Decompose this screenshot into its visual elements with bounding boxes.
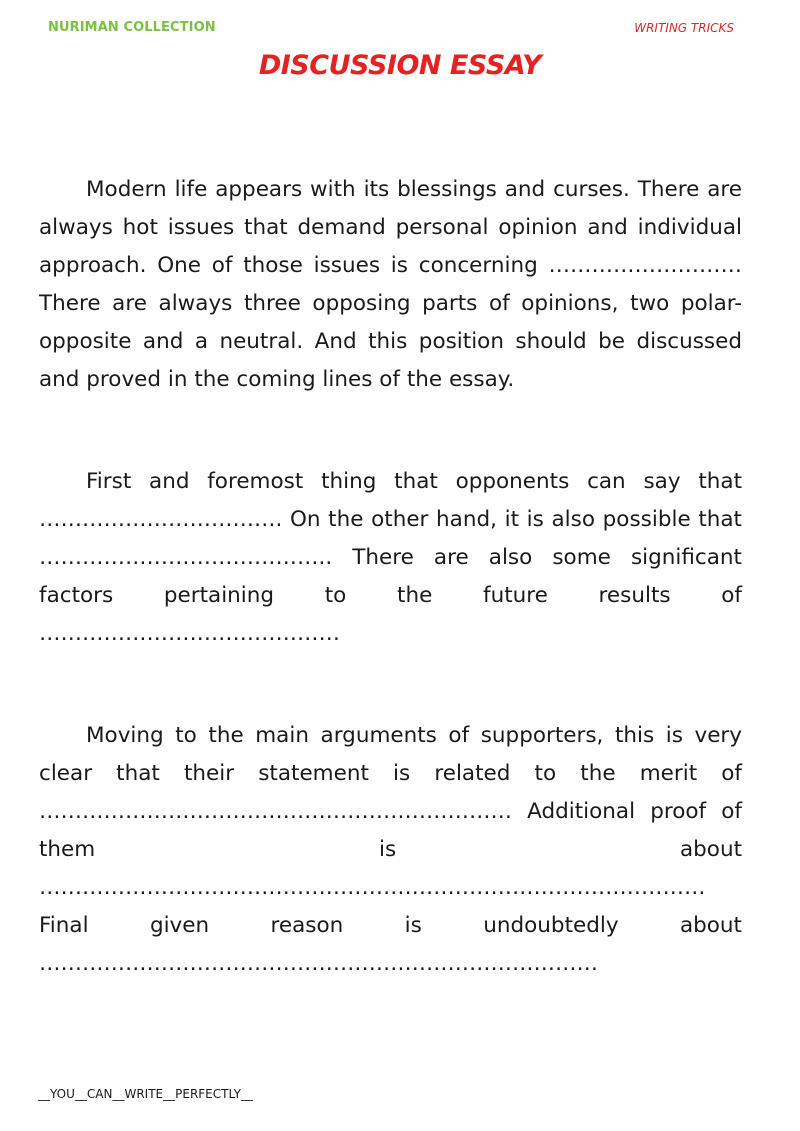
paragraph-supporters: Moving to the main arguments of supporters, this is very clear that their statement is related to the merit of ………………………………………………………… Additional proof of them is about ………………………………………………………………………………… Final given reason is undoubtedly about …………………………………………………………………… <box>39 723 742 976</box>
brand-label: NURIMAN COLLECTION <box>48 20 216 35</box>
series-label: WRITING TRICKS <box>634 21 734 35</box>
page-title: DISCUSSION ESSAY <box>258 50 542 81</box>
essay-body <box>39 171 742 983</box>
paragraph-introduction: Modern life appears with its blessings and curses. There are always hot issues that demand personal opinion and individual approach. One of those issues is concerning ……………………… There are always three opposing parts of opinions, two polar-opposite and a neutral. And this position should be discussed and proved in the coming lines of the essay. <box>39 177 742 392</box>
footer-slogan: __YOU__CAN__WRITE__PERFECTLY__ <box>38 1087 253 1101</box>
paragraph-opponents: First and foremost thing that opponents can say that ……………………………. On the other hand, it is also possible that ………………………………….. There are also some significant factors pertaining to the future results of …………………………………… <box>39 469 742 646</box>
